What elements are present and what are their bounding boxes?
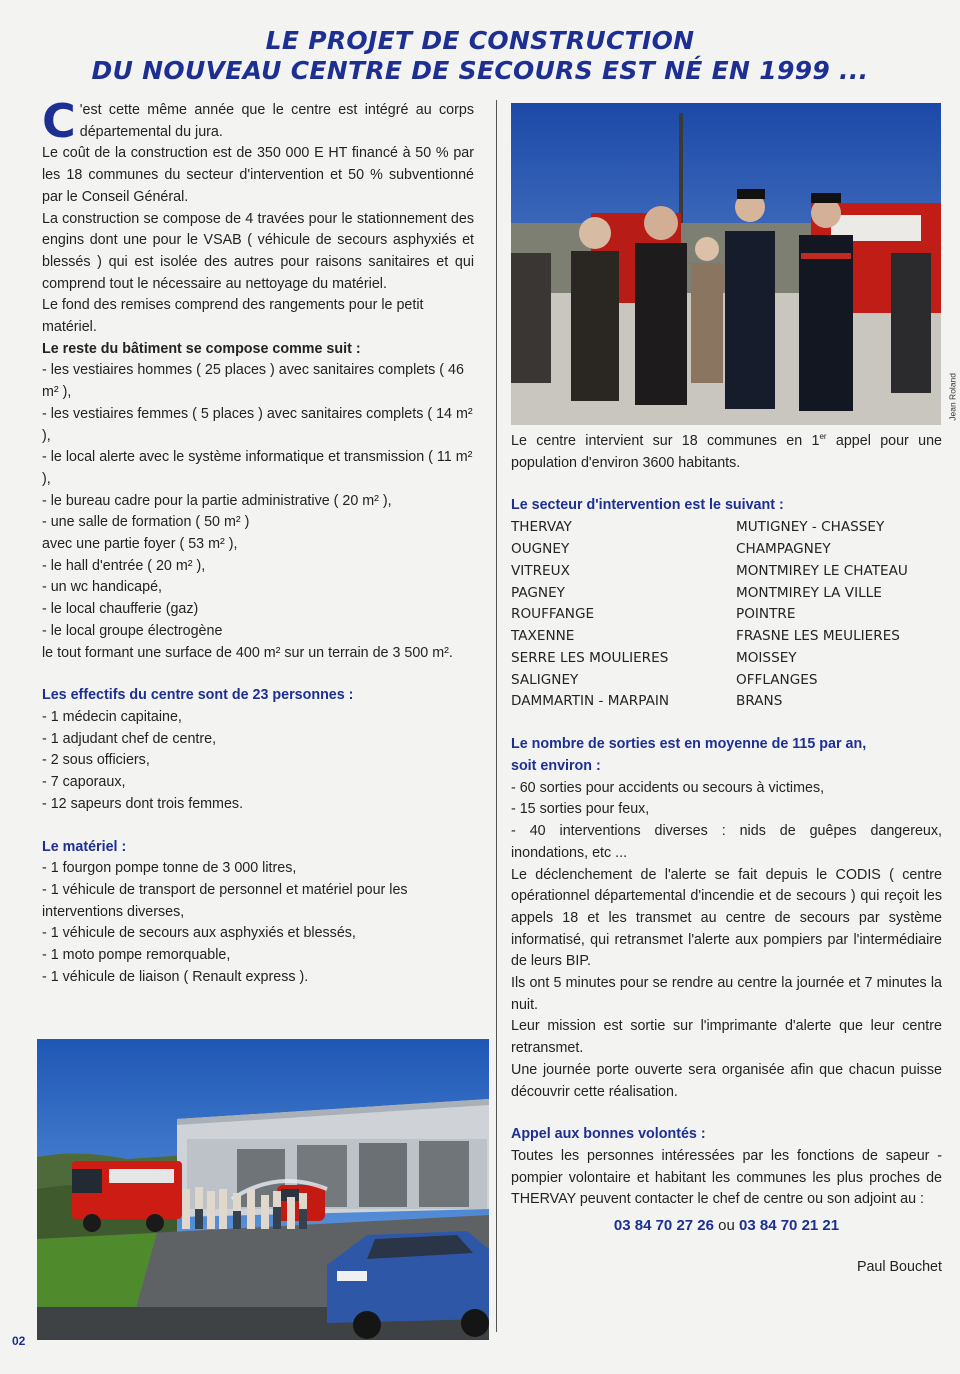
list-item: - 1 véhicule de transport de personnel et matériel pour les interventions diverses, bbox=[42, 881, 408, 920]
town-item: CHAMPAGNEY bbox=[736, 540, 831, 557]
building-list bbox=[42, 360, 474, 664]
list-item: - 1 adjudant chef de centre, bbox=[42, 730, 217, 747]
list-item: - 40 interventions diverses : nids de guêpes dangereux, inondations, etc ... bbox=[511, 823, 942, 861]
intro-paragraph bbox=[42, 94, 474, 148]
list-item: le tout formant une surface de 400 m² sur un terrain de 3 500 m². bbox=[42, 644, 453, 661]
page-number: 02 bbox=[12, 1334, 26, 1348]
storage-paragraph: Le fond des remises comprend des rangements pour le petit matériel. bbox=[42, 297, 424, 336]
list-item: - les vestiaires hommes ( 25 places ) avec sanitaires complets ( 46 m² ), bbox=[42, 362, 464, 401]
list-item: - 15 sorties pour feux, bbox=[511, 801, 650, 818]
sector-heading: Le secteur d'intervention est le suivant : bbox=[511, 497, 784, 514]
list-item: - une salle de formation ( 50 m² ) bbox=[42, 514, 250, 531]
building-heading: Le reste du bâtiment se compose comme suit : bbox=[42, 340, 361, 357]
list-item: - 1 véhicule de secours aux asphyxiés et blessés, bbox=[42, 925, 356, 942]
photo-credit: Jean Roland bbox=[948, 373, 958, 421]
sorties-heading-1: Le nombre de sorties est en moyenne de 115 par an, bbox=[511, 736, 867, 753]
list-item: - 12 sapeurs dont trois femmes. bbox=[42, 795, 244, 812]
cost-paragraph: Le coût de la construction est de 350 000 E HT financé à 50 % par les 18 communes du secteur d'intervention et 50 % subventionné par le Conseil Général. bbox=[42, 145, 474, 205]
open-day-paragraph: Une journée porte ouverte sera organisée afin que chacun puisse découvrir cette réalisation. bbox=[511, 1061, 942, 1100]
list-item: - le local chaufferie (gaz) bbox=[42, 601, 199, 618]
caption-text: Le centre intervient sur 18 communes en 1 bbox=[511, 433, 820, 449]
appeal-heading: Appel aux bonnes volontés : bbox=[511, 1126, 706, 1143]
list-item: - les vestiaires femmes ( 5 places ) avec sanitaires complets ( 14 m² ), bbox=[42, 405, 473, 444]
list-item: - 1 médecin capitaine, bbox=[42, 708, 182, 725]
list-item: - le local groupe électrogène bbox=[42, 622, 223, 639]
staff-heading: Les effectifs du centre sont de 23 personnes : bbox=[42, 687, 354, 704]
left-column bbox=[42, 94, 474, 988]
drop-cap: C bbox=[42, 94, 76, 148]
town-item: MONTMIREY LA VILLE bbox=[736, 584, 882, 601]
list-item: - 7 caporaux, bbox=[42, 774, 126, 791]
towns-list bbox=[511, 517, 942, 713]
photo-caption bbox=[511, 431, 942, 474]
officials-photo bbox=[511, 103, 958, 425]
list-item: - le hall d'entrée ( 20 m² ), bbox=[42, 557, 206, 574]
intro-text: 'est cette même année que le centre est intégré au corps départemental du jura. bbox=[79, 102, 474, 140]
town-item: MOISSEY bbox=[736, 649, 797, 666]
phone-numbers bbox=[511, 1215, 942, 1237]
phone-number-1: 03 84 70 27 26 bbox=[613, 1217, 714, 1235]
town-item: DAMMARTIN - MARPAIN bbox=[511, 693, 670, 710]
equipment-heading: Le matériel : bbox=[42, 838, 127, 855]
column-divider bbox=[496, 100, 497, 1332]
town-item: PAGNEY bbox=[511, 584, 565, 601]
equipment-list bbox=[42, 858, 474, 988]
town-item: SALIGNEY bbox=[511, 671, 579, 688]
delay-paragraph: Ils ont 5 minutes pour se rendre au centre la journée et 7 minutes la nuit. bbox=[511, 975, 942, 1013]
town-item: POINTRE bbox=[736, 606, 796, 623]
list-item: - 1 véhicule de liaison ( Renault express ). bbox=[42, 968, 309, 985]
town-item: TAXENNE bbox=[511, 628, 575, 645]
town-item: ROUFFANGE bbox=[511, 606, 595, 623]
caption-text-2: appel pour une population d'environ 3600 habitants. bbox=[511, 433, 942, 471]
list-item: - 1 fourgon pompe tonne de 3 000 litres, bbox=[42, 860, 297, 877]
phone-separator: ou bbox=[713, 1217, 740, 1235]
list-item: - 1 moto pompe remorquable, bbox=[42, 947, 231, 964]
list-item: - un wc handicapé, bbox=[42, 579, 163, 596]
town-item: OUGNEY bbox=[511, 540, 570, 557]
town-item: SERRE LES MOULIERES bbox=[511, 649, 669, 666]
town-item: MUTIGNEY - CHASSEY bbox=[736, 519, 885, 536]
town-item: THERVAY bbox=[511, 519, 572, 536]
towns-column-2 bbox=[736, 517, 942, 713]
right-column bbox=[511, 100, 958, 1278]
town-item: VITREUX bbox=[511, 562, 570, 579]
phone-number-2: 03 84 70 21 21 bbox=[739, 1217, 840, 1235]
town-item: OFFLANGES bbox=[736, 671, 818, 688]
town-item: FRASNE LES MEULIERES bbox=[736, 628, 900, 645]
title-line-1: LE PROJET DE CONSTRUCTION bbox=[265, 26, 695, 55]
caption-superscript: er bbox=[819, 432, 827, 442]
list-item: avec une partie foyer ( 53 m² ), bbox=[42, 536, 238, 553]
list-item: - le bureau cadre pour la partie administrative ( 20 m² ), bbox=[42, 492, 392, 509]
officials-photo-image bbox=[511, 103, 941, 425]
mission-paragraph: Leur mission est sortie sur l'imprimante d'alerte que leur centre retransmet. bbox=[511, 1018, 942, 1057]
fire-station-photo bbox=[37, 1039, 489, 1340]
list-item: - 60 sorties pour accidents ou secours à victimes, bbox=[511, 779, 825, 796]
towns-column-1 bbox=[511, 517, 736, 713]
title-line-2: DU NOUVEAU CENTRE DE SECOURS EST NÉ EN 1999 ... bbox=[91, 56, 869, 85]
town-item: MONTMIREY LE CHATEAU bbox=[736, 562, 908, 579]
town-item: BRANS bbox=[736, 693, 783, 710]
construction-paragraph: La construction se compose de 4 travées pour le stationnement des engins dont une pour le VSAB ( véhicule de secours asphyxiés et blessés ) qui est isolée des autres pour raisons sanitaires et qui comprend tout le nécessaire au nettoyage du matériel. bbox=[42, 210, 474, 292]
staff-list bbox=[42, 707, 474, 816]
appeal-paragraph: Toutes les personnes intéressées par les fonctions de sapeur - pompier volontaire et habitant les communes les plus proches de THERVAY peuvent contacter le chef de centre ou son adjoint au : bbox=[511, 1147, 942, 1208]
sorties-heading-2: soit environ : bbox=[511, 757, 601, 774]
article-title bbox=[0, 26, 960, 86]
list-item: - 2 sous officiers, bbox=[42, 752, 150, 769]
list-item: - le local alerte avec le système informatique et transmission ( 11 m² ), bbox=[42, 449, 473, 487]
sorties-list bbox=[511, 778, 942, 865]
author-signature: Paul Bouchet bbox=[856, 1258, 942, 1275]
alert-paragraph: Le déclenchement de l'alerte se fait depuis le CODIS ( centre opérationnel départemental d'incendie et de secours ) qui reçoit les appels 18 et les transmet au centre de secours par système informatisé, qui retransmet l'alerte aux pompiers par l'intermédiaire de leurs BIP. bbox=[511, 866, 942, 970]
